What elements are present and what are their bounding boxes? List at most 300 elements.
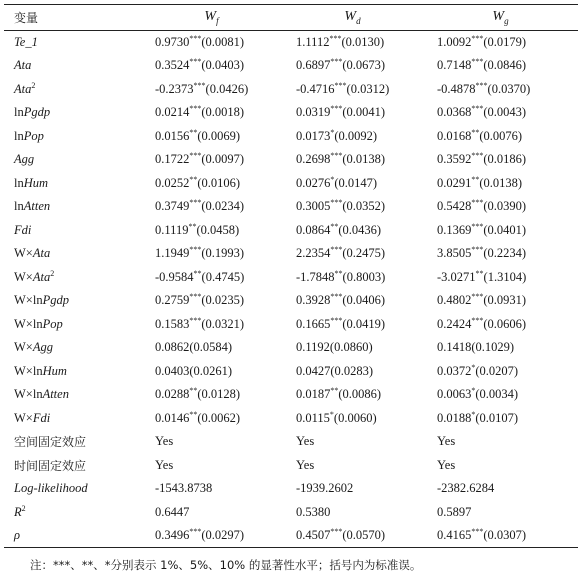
regression-table [4,4,578,548]
coefficient: 0.9730 [155,35,190,49]
row-label-prefix: ln [14,128,24,143]
significance-stars: *** [189,245,202,255]
row-label [4,148,141,172]
coefficient: 0.3928 [296,293,331,308]
row-label-text: R [14,504,22,519]
table-row [4,524,578,548]
value-cell [141,360,282,384]
coefficient: -0.4878 [437,81,476,96]
coefficient: Yes [296,457,315,472]
table-row [4,501,578,525]
value-cell [423,219,578,243]
significance-stars: ** [475,268,484,278]
standard-error: (0.0426) [205,81,249,96]
row-label-text: Log-likelihood [14,481,88,496]
table-row [4,125,578,149]
coefficient: 0.0187 [296,387,331,402]
value-cell [282,31,423,55]
significance-stars: ** [189,386,198,396]
significance-stars: * [330,127,335,137]
row-label [4,54,141,78]
row-label-text: Pgdp [23,105,51,120]
coefficient: -0.2373 [155,81,194,96]
value-cell [423,195,578,219]
standard-error: (0.4745) [201,269,245,284]
significance-stars: *** [189,292,202,302]
value-cell [423,266,578,290]
value-cell [282,477,423,501]
standard-error: (0.0307) [483,528,527,542]
value-cell [141,383,282,407]
standard-error: (0.0401) [483,222,527,237]
table-row [4,454,578,478]
coefficient: 2.2354 [296,246,331,261]
standard-error: (0.0107) [475,410,519,425]
significance-stars: * [471,386,476,396]
table-body [4,31,578,548]
significance-stars: *** [471,151,484,161]
row-label-text: Hum [23,175,49,190]
value-cell [141,501,282,525]
standard-error: (0.2234) [483,246,527,261]
significance-stars: *** [189,104,202,114]
row-label-text: 空间固定效应 [14,435,87,450]
header-col-sub: d [356,15,361,26]
value-cell [141,266,282,290]
significance-stars: *** [330,198,343,208]
coefficient: 0.5897 [437,504,472,519]
header-col-wf [141,5,282,31]
significance-stars: * [471,362,476,372]
value-cell [423,407,578,431]
standard-error: (0.0234) [201,199,245,214]
header-col-main: W [492,9,505,25]
row-label-prefix: W× [14,246,33,261]
value-cell [141,336,282,360]
significance-stars: * [471,409,476,419]
significance-stars: *** [189,198,202,208]
row-label [4,360,141,384]
value-cell [141,313,282,337]
header-col-sub: g [504,15,509,26]
coefficient: 0.4165 [437,528,472,542]
standard-error: (0.0086) [338,387,382,402]
standard-error: (0.0458) [196,222,240,237]
significance-stars: *** [471,526,484,536]
row-label-text: Fdi [32,410,51,425]
row-label-text: Agg [32,340,53,355]
standard-error: (0.0606) [483,316,527,331]
table-row [4,266,578,290]
row-label-text: Pop [23,128,44,143]
coefficient: 0.0427 [296,363,331,378]
row-label-prefix: W×ln [14,387,43,402]
value-cell [282,242,423,266]
coefficient: 0.1418 [437,340,472,355]
table-header [4,5,578,31]
value-cell [423,430,578,454]
coefficient: 0.1119 [155,222,189,237]
table-row [4,78,578,102]
row-label [4,195,141,219]
table-row [4,407,578,431]
row-label-prefix: ln [14,175,24,190]
row-label-prefix: W×ln [14,316,43,331]
standard-error: (0.1029) [471,340,515,355]
significance-stars: ** [189,127,198,137]
table-row [4,54,578,78]
table-row [4,360,578,384]
row-label-text: Atten [23,199,51,214]
coefficient: 0.6897 [296,58,331,73]
table-row [4,172,578,196]
value-cell [282,360,423,384]
value-cell [141,524,282,548]
row-label [4,31,141,55]
coefficient: 0.0252 [155,175,190,190]
coefficient: 0.5428 [437,199,472,214]
value-cell [282,524,423,548]
value-cell [423,524,578,548]
coefficient: Yes [437,434,456,449]
significance-stars: ** [471,127,480,137]
value-cell [282,407,423,431]
standard-error: (0.0390) [483,199,527,214]
value-cell [141,289,282,313]
coefficient: 0.0188 [437,410,472,425]
coefficient: Yes [155,457,174,472]
value-cell [282,101,423,125]
standard-error: (0.0312) [346,81,390,96]
coefficient: 1.1949 [155,246,190,261]
significance-stars: *** [189,315,202,325]
row-label [4,336,141,360]
row-label [4,430,141,454]
standard-error: (0.8003) [342,269,386,284]
table-row [4,148,578,172]
standard-error: (0.0138) [479,175,523,190]
standard-error: (0.0060) [333,410,377,425]
value-cell [282,336,423,360]
value-cell [423,289,578,313]
row-label-prefix: ln [14,105,24,120]
coefficient: 0.3005 [296,199,331,214]
coefficient: 0.0368 [437,105,472,120]
coefficient: 0.0168 [437,128,472,143]
coefficient: 0.0276 [296,175,331,190]
significance-stars: ** [330,386,339,396]
standard-error: (0.0097) [201,152,245,167]
header-variable: 变量 [4,5,141,31]
row-label-sup: 2 [31,80,36,90]
value-cell [282,289,423,313]
value-cell [423,477,578,501]
row-label-text: Ata [14,58,32,73]
significance-stars: ** [189,409,198,419]
value-cell [423,454,578,478]
coefficient: -0.4716 [296,81,335,96]
value-cell [141,454,282,478]
coefficient: 0.0156 [155,128,190,143]
row-label [4,407,141,431]
row-label [4,313,141,337]
standard-error: (1.3104) [483,269,527,284]
table-row [4,336,578,360]
value-cell [423,148,578,172]
significance-stars: *** [189,151,202,161]
table-row [4,430,578,454]
coefficient: 0.1192 [296,340,330,355]
coefficient: 0.5380 [296,504,331,519]
table-row [4,31,578,55]
value-cell [282,78,423,102]
coefficient: 0.0319 [296,105,331,120]
value-cell [423,54,578,78]
row-label-text: ρ [14,528,20,542]
table-row [4,195,578,219]
significance-stars: *** [329,33,342,43]
standard-error: (0.0261) [189,363,233,378]
coefficient: 0.0063 [437,387,472,402]
value-cell [282,219,423,243]
coefficient: -3.0271 [437,269,476,284]
row-label-prefix: ln [14,199,24,214]
value-cell [282,430,423,454]
value-cell [423,501,578,525]
row-label [4,101,141,125]
row-label [4,524,141,548]
coefficient: 1.1112 [296,35,330,49]
value-cell [282,383,423,407]
row-label-text: Ata [14,81,32,96]
value-cell [141,54,282,78]
value-cell [423,360,578,384]
significance-stars: *** [334,80,347,90]
significance-stars: *** [193,80,206,90]
significance-stars: ** [334,268,343,278]
significance-stars: *** [330,151,343,161]
standard-error: (0.0062) [197,410,241,425]
coefficient: 0.3524 [155,58,190,73]
coefficient: 3.8505 [437,246,472,261]
significance-stars: *** [471,315,484,325]
value-cell [141,477,282,501]
standard-error: (0.0673) [342,58,386,73]
table-row [4,101,578,125]
header-col-main: W [204,9,217,25]
coefficient: 0.3592 [437,152,472,167]
header-col-wg [423,5,578,31]
coefficient: -0.9584 [155,269,194,284]
value-cell [282,54,423,78]
coefficient: Yes [296,434,315,449]
coefficient: 0.2698 [296,152,331,167]
table-row [4,219,578,243]
row-label-text: Pop [42,316,63,331]
significance-stars: *** [330,245,343,255]
value-cell [141,101,282,125]
significance-stars: ** [330,221,339,231]
header-col-wd [282,5,423,31]
table-row [4,477,578,501]
value-cell [423,383,578,407]
standard-error: (0.0147) [334,175,378,190]
coefficient: 0.6447 [155,504,190,519]
value-cell [423,101,578,125]
standard-error: (0.0297) [201,528,245,542]
coefficient: 0.4507 [296,528,331,542]
standard-error: (0.0860) [329,340,373,355]
coefficient: -1543.8738 [155,481,213,496]
standard-error: (0.0034) [475,387,519,402]
value-cell [282,172,423,196]
standard-error: (0.0106) [197,175,241,190]
coefficient: -2382.6284 [437,481,495,496]
row-label [4,242,141,266]
value-cell [141,195,282,219]
significance-stars: *** [471,245,484,255]
standard-error: (0.1993) [201,246,245,261]
row-label [4,219,141,243]
row-label-text: Hum [42,363,67,378]
header-col-main: W [344,9,357,25]
row-label-prefix: W×ln [14,293,43,308]
significance-stars: *** [330,292,343,302]
significance-stars: ** [189,174,198,184]
coefficient: Yes [155,434,174,449]
significance-stars: *** [330,315,343,325]
significance-stars: *** [189,526,202,536]
value-cell [282,195,423,219]
significance-stars: * [329,409,334,419]
standard-error: (0.0041) [342,105,386,120]
standard-error: (0.0130) [341,35,385,49]
value-cell [141,407,282,431]
value-cell [282,313,423,337]
value-cell [423,172,578,196]
row-label [4,454,141,478]
value-cell [282,266,423,290]
standard-error: (0.0076) [479,128,523,143]
row-label-prefix: W× [14,340,33,355]
coefficient: 0.1665 [296,316,331,331]
value-cell [141,148,282,172]
standard-error: (0.0321) [201,316,245,331]
coefficient: 0.7148 [437,58,472,73]
standard-error: (0.2475) [342,246,386,261]
standard-error: (0.0283) [330,363,374,378]
table-row [4,289,578,313]
coefficient: -1939.2602 [296,481,354,496]
value-cell [282,148,423,172]
significance-stars: *** [330,57,343,67]
table-footnote: 注：***、**、*分别表示 1%、5%、10% 的显著性水平；括号内为标准误。 [30,558,422,572]
significance-stars: *** [471,57,484,67]
coefficient: 0.4802 [437,293,472,308]
row-label-text: Agg [14,152,35,167]
value-cell [282,501,423,525]
row-label-text: 时间固定效应 [14,458,87,473]
coefficient: 0.0403 [155,363,190,378]
header-col-sub: f [216,15,219,26]
value-cell [141,430,282,454]
row-label-prefix: W×ln [14,363,43,378]
standard-error: (0.0128) [197,387,241,402]
significance-stars: *** [475,80,488,90]
row-label [4,477,141,501]
row-label-text: Te_1 [14,35,38,49]
value-cell [423,313,578,337]
value-cell [141,172,282,196]
row-label [4,78,141,102]
table-row [4,242,578,266]
standard-error: (0.0436) [338,222,382,237]
value-cell [282,454,423,478]
standard-error: (0.0419) [342,316,386,331]
significance-stars: *** [330,526,343,536]
significance-stars: *** [471,221,484,231]
coefficient: 0.0291 [437,175,472,190]
significance-stars: *** [189,33,202,43]
significance-stars: *** [471,292,484,302]
row-label [4,172,141,196]
value-cell [423,125,578,149]
coefficient: 0.0173 [296,128,331,143]
significance-stars: ** [188,221,197,231]
coefficient: 0.1369 [437,222,472,237]
row-label-text: Ata [32,269,51,284]
coefficient: 0.0214 [155,105,190,120]
value-cell [141,125,282,149]
row-label-text: Atten [42,387,69,402]
coefficient: 0.2759 [155,293,190,308]
significance-stars: *** [330,104,343,114]
standard-error: (0.0043) [483,105,527,120]
row-label [4,383,141,407]
value-cell [141,219,282,243]
row-label [4,501,141,525]
significance-stars: *** [189,57,202,67]
row-label-text: Pgdp [42,293,69,308]
row-label-prefix: W× [14,269,33,284]
row-label [4,289,141,313]
coefficient: 0.3496 [155,528,190,542]
value-cell [423,78,578,102]
row-label [4,266,141,290]
significance-stars: ** [471,174,480,184]
value-cell [141,31,282,55]
row-label [4,125,141,149]
standard-error: (0.0403) [201,58,245,73]
standard-error: (0.0846) [483,58,527,73]
standard-error: (0.0081) [201,35,245,49]
standard-error: (0.0570) [342,528,386,542]
value-cell [423,242,578,266]
standard-error: (0.0406) [342,293,386,308]
value-cell [282,125,423,149]
coefficient: 0.1583 [155,316,190,331]
coefficient: 0.0146 [155,410,190,425]
standard-error: (0.0138) [342,152,386,167]
row-label-text: Ata [32,246,51,261]
standard-error: (0.0092) [334,128,378,143]
coefficient: 0.2424 [437,316,472,331]
standard-error: (0.0069) [197,128,241,143]
header-row [4,5,578,31]
significance-stars: *** [471,33,484,43]
coefficient: 0.1722 [155,152,190,167]
standard-error: (0.0207) [475,363,519,378]
